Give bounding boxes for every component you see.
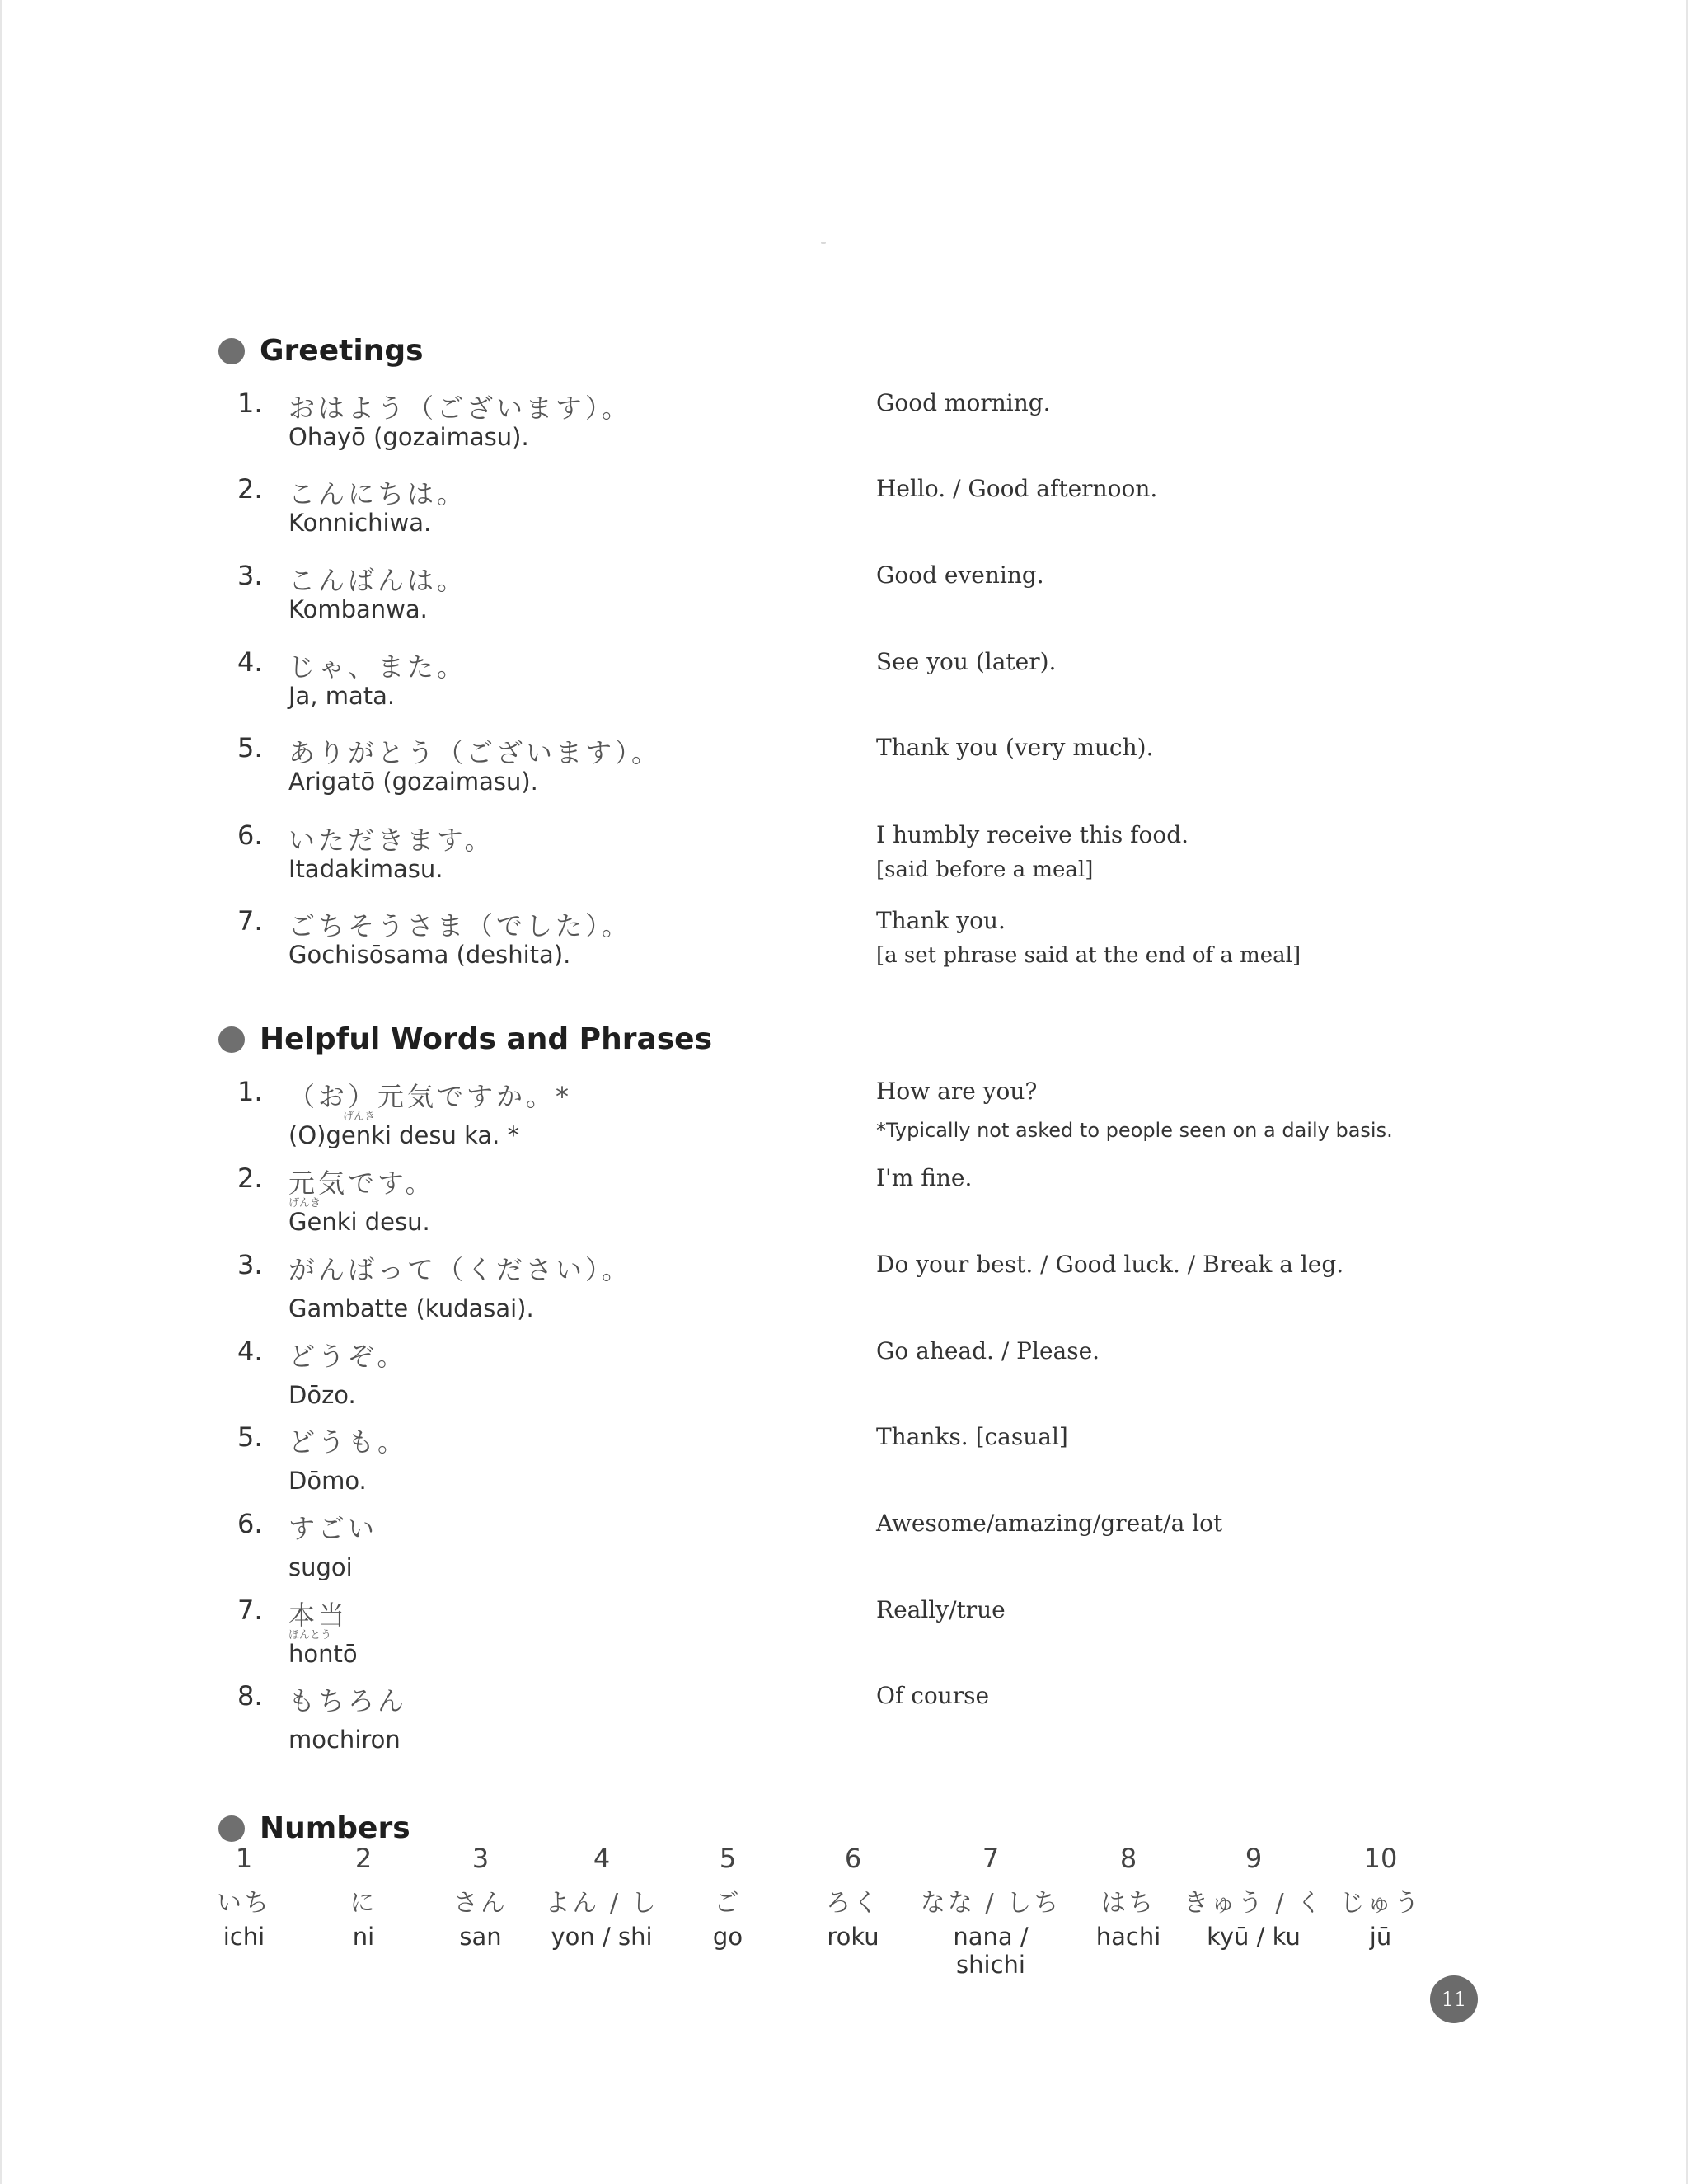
number-romaji: go <box>712 1923 743 1951</box>
number-kana: に <box>349 1889 377 1918</box>
number-digit: 2 <box>354 1843 373 1874</box>
number-digit: 9 <box>1245 1843 1263 1874</box>
greetings-heading <box>218 334 424 368</box>
number-romaji: roku <box>827 1923 879 1951</box>
entry-english: How are you? <box>876 1078 1038 1105</box>
number-digit: 6 <box>844 1843 862 1874</box>
number-kana: ろく <box>826 1889 880 1918</box>
entry-number: 2. <box>237 1162 263 1194</box>
numbers-title: Numbers <box>260 1811 410 1845</box>
entry-note: [a set phrase said at the end of a meal] <box>876 943 1301 968</box>
page-number-badge <box>1430 1975 1478 2023</box>
entry-romaji: Dōzo. <box>288 1381 356 1409</box>
entry-japanese: 本当 <box>288 1599 349 1631</box>
number-kana: よん / し <box>545 1889 659 1918</box>
entry-romaji: Dōmo. <box>288 1467 367 1495</box>
number-romaji: ichi <box>223 1923 265 1951</box>
entry-romaji: Ja, mata. <box>288 682 396 710</box>
entry-number: 6. <box>237 1508 263 1539</box>
entry-japanese: おはよう（ございます）。 <box>288 392 632 424</box>
section-bullet-icon <box>218 1026 245 1053</box>
entry-romaji: mochiron <box>288 1726 401 1754</box>
number-digit: 10 <box>1363 1843 1398 1874</box>
entry-japanese: ありがとう（ございます）。 <box>288 737 662 768</box>
number-romaji: jū <box>1369 1923 1392 1951</box>
number-kana: いち <box>217 1889 271 1918</box>
numbers-heading <box>218 1811 410 1845</box>
number-kana: なな / しち <box>920 1889 1062 1918</box>
entry-japanese: 元気です。 <box>288 1167 435 1199</box>
entry-japanese: すごい <box>288 1513 378 1544</box>
number-digit: 7 <box>982 1843 1000 1874</box>
entry-english: Good morning. <box>876 389 1051 416</box>
entry-japanese: どうぞ。 <box>288 1341 407 1372</box>
entry-romaji: hontō <box>288 1640 358 1668</box>
number-kana: じゅう <box>1339 1889 1422 1918</box>
entry-english: Of course <box>876 1682 990 1709</box>
entry-number: 7. <box>237 905 263 937</box>
entry-japanese: こんばんは。 <box>288 565 467 596</box>
number-kana: きゅう / く <box>1183 1889 1325 1918</box>
entry-number: 4. <box>237 646 263 678</box>
entry-romaji: Gambatte (kudasai). <box>288 1294 534 1322</box>
page-edge-left <box>0 0 2 2184</box>
entry-japanese: （お）元気ですか。* <box>288 1081 573 1112</box>
entry-note: *Typically not asked to people seen on a daily basis. <box>876 1119 1393 1142</box>
number-romaji: nana / shichi <box>953 1923 1029 1979</box>
entry-japanese: こんにちは。 <box>288 478 467 510</box>
number-digit: 8 <box>1119 1843 1137 1874</box>
number-kana: ご <box>714 1889 742 1918</box>
entry-english: Good evening. <box>876 561 1044 589</box>
scan-speck <box>821 242 826 244</box>
entry-furigana: げんき <box>343 1111 376 1123</box>
entry-number: 5. <box>237 1421 263 1453</box>
entry-japanese: じゃ、また。 <box>288 651 467 683</box>
entry-number: 2. <box>237 473 263 505</box>
section-bullet-icon <box>218 338 245 364</box>
entry-romaji: Itadakimasu. <box>288 855 443 883</box>
entry-japanese: いただきます。 <box>288 824 495 856</box>
entry-english: Do your best. / Good luck. / Break a leg. <box>876 1251 1344 1278</box>
entry-furigana: ほんとう <box>288 1629 332 1642</box>
entry-english: Hello. / Good afternoon. <box>876 475 1158 502</box>
entry-japanese: もちろん <box>288 1685 408 1717</box>
page-number: 11 <box>1441 1988 1467 2011</box>
entry-number: 3. <box>237 1249 263 1280</box>
entry-number: 1. <box>237 387 263 419</box>
number-digit: 1 <box>235 1843 253 1874</box>
entry-romaji: Gochisōsama (deshita). <box>288 941 571 969</box>
entry-number: 3. <box>237 560 263 591</box>
entry-number: 7. <box>237 1595 263 1626</box>
section-bullet-icon <box>218 1815 245 1842</box>
number-romaji: kyū / ku <box>1207 1923 1301 1951</box>
entry-romaji: Ohayō (gozaimasu). <box>288 423 529 451</box>
helpful-heading <box>218 1022 712 1056</box>
number-digit: 3 <box>471 1843 490 1874</box>
entry-japanese: ごちそうさま（でした）。 <box>288 910 632 942</box>
entry-english: I humbly receive this food. <box>876 821 1189 848</box>
entry-english: See you (later). <box>876 648 1057 675</box>
entry-romaji: Arigatō (gozaimasu). <box>288 768 538 796</box>
entry-japanese: どうも。 <box>288 1426 408 1458</box>
entry-romaji: Genki desu. <box>288 1208 430 1236</box>
number-romaji: ni <box>352 1923 375 1951</box>
entry-english: Thank you (very much). <box>876 734 1154 761</box>
entry-english: Thanks. [casual] <box>876 1423 1068 1450</box>
entry-number: 5. <box>237 732 263 763</box>
entry-english: Awesome/amazing/great/a lot <box>876 1510 1223 1537</box>
entry-english: I'm fine. <box>876 1164 973 1191</box>
greetings-title: Greetings <box>260 334 424 368</box>
entry-number: 1. <box>237 1076 263 1107</box>
number-kana: はち <box>1101 1889 1156 1918</box>
entry-romaji: (O)genki desu ka. * <box>288 1121 520 1149</box>
number-romaji: hachi <box>1095 1923 1161 1951</box>
number-kana: さん <box>453 1889 508 1918</box>
entry-english: Thank you. <box>876 907 1006 934</box>
entry-furigana: げんき <box>288 1197 321 1209</box>
number-romaji: san <box>459 1923 502 1951</box>
number-digit: 5 <box>719 1843 737 1874</box>
entry-romaji: sugoi <box>288 1553 353 1581</box>
helpful-title: Helpful Words and Phrases <box>260 1022 713 1056</box>
entry-number: 4. <box>237 1336 263 1367</box>
entry-romaji: Konnichiwa. <box>288 509 432 537</box>
number-romaji: yon / shi <box>551 1923 653 1951</box>
entry-english: Really/true <box>876 1596 1006 1623</box>
entry-number: 6. <box>237 820 263 851</box>
entry-note: [said before a meal] <box>876 857 1094 882</box>
number-digit: 4 <box>593 1843 611 1874</box>
entry-romaji: Kombanwa. <box>288 595 428 623</box>
entry-number: 8. <box>237 1680 263 1712</box>
entry-japanese: がんばって（ください）。 <box>288 1254 632 1285</box>
entry-english: Go ahead. / Please. <box>876 1337 1100 1364</box>
